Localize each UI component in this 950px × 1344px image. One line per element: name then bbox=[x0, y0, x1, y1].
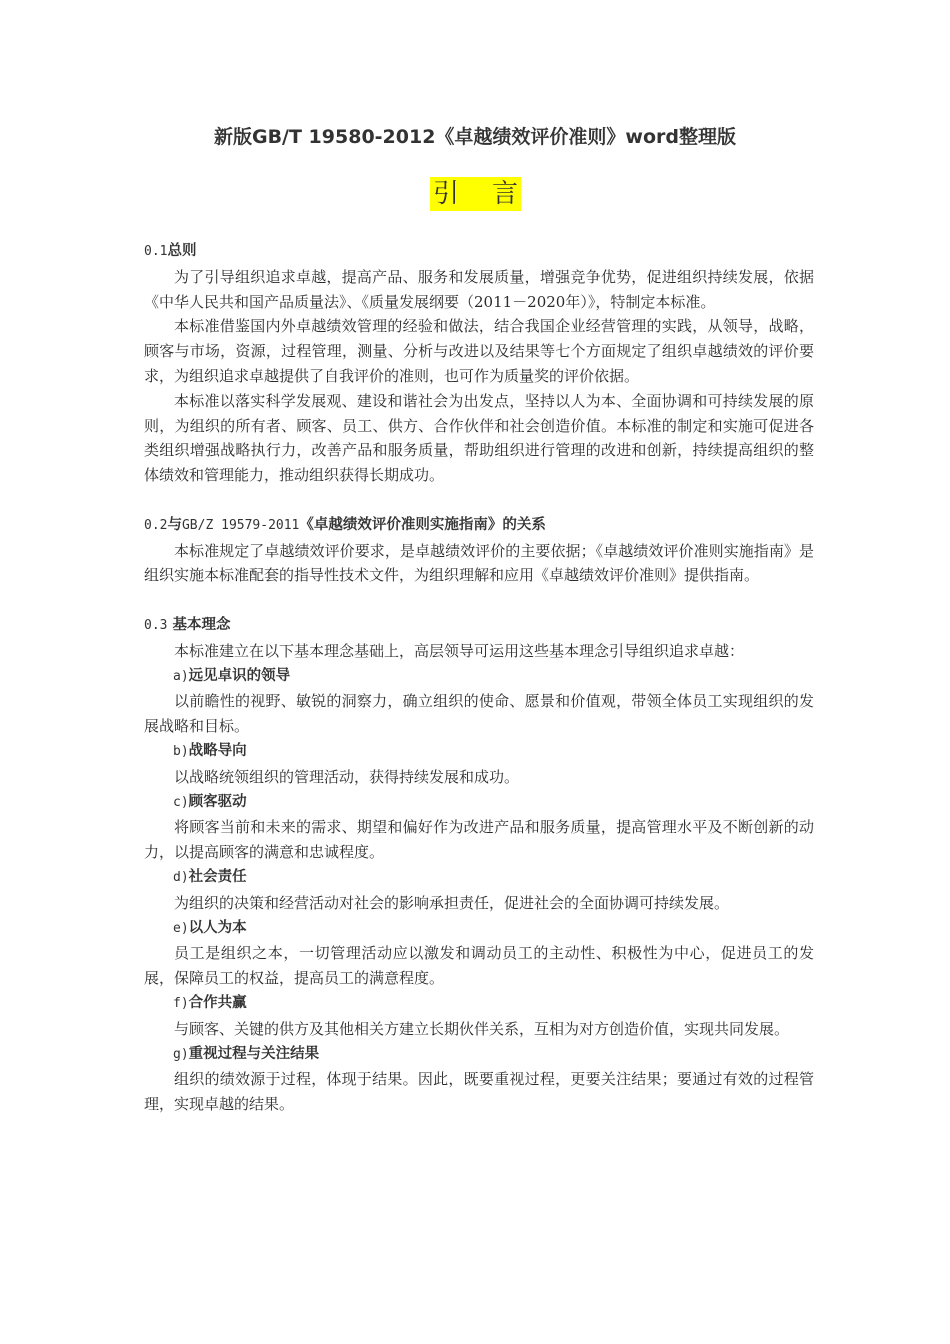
principle-text: 与顾客、关键的供方及其他相关方建立长期伙伴关系，互相为对方创造价值，实现共同发展。 bbox=[174, 1019, 790, 1038]
section-heading-0-3 bbox=[144, 613, 814, 639]
principle-text: 为组织的决策和经营活动对社会的影响承担责任，促进社会的全面协调可持续发展。 bbox=[174, 893, 730, 912]
principle-letter: f) bbox=[173, 995, 189, 1011]
paragraph: 为了引导组织追求卓越，提高产品、服务和发展质量，增强竞争优势，促进组织持续发展，依据《中华人民共和国产品质量法》、《质量发展纲要（2011－2020年）》，特制定本标准。 bbox=[144, 267, 814, 311]
section-heading-0-1 bbox=[144, 239, 814, 265]
section-title-suffix: 《卓越绩效评价准则实施指南》的关系 bbox=[299, 516, 546, 533]
paragraph: 本标准规定了卓越绩效评价要求，是卓越绩效评价的主要依据；《卓越绩效评价准则实施指南》是组织实施本标准配套的指导性技术文件，为组织理解和应用《卓越绩效评价准则》提供指南。 bbox=[144, 541, 814, 585]
spacer bbox=[144, 588, 814, 613]
principle-heading-a bbox=[144, 664, 814, 690]
section-number: 0.1 bbox=[144, 244, 168, 259]
document-title: 新版GB/T 19580-2012《卓越绩效评价准则》word整理版 bbox=[213, 126, 737, 148]
section-number: 0.2 bbox=[144, 517, 168, 533]
section-title-prefix: 与 bbox=[167, 516, 182, 533]
principle-text: 员工是组织之本，一切管理活动应以激发和调动员工的主动性、积极性为中心，促进员工的发展，保障员工的权益，提高员工的满意程度。 bbox=[144, 944, 814, 988]
section-heading-0-2 bbox=[144, 513, 814, 539]
section-title-code: GB/Z 19579-2011 bbox=[181, 517, 300, 533]
principle-heading-c bbox=[144, 790, 814, 816]
principle-title: 社会责任 bbox=[188, 868, 247, 885]
principle-title: 重视过程与关注结果 bbox=[188, 1045, 320, 1062]
principle-title: 远见卓识的领导 bbox=[188, 667, 291, 684]
principle-letter: g) bbox=[173, 1046, 189, 1062]
principle-title: 顾客驱动 bbox=[188, 793, 247, 810]
principle-letter: e) bbox=[173, 920, 189, 936]
principle-heading-e bbox=[144, 916, 814, 942]
principle-heading-f bbox=[144, 991, 814, 1017]
principle-title: 战略导向 bbox=[188, 742, 247, 759]
intro-heading-highlighted: 引 言 bbox=[430, 177, 521, 211]
principle-letter: c) bbox=[173, 794, 189, 810]
paragraph: 本标准借鉴国内外卓越绩效管理的经验和做法，结合我国企业经营管理的实践，从领导，战略，顾客与市场，资源，过程管理，测量、分析与改进以及结果等七个方面规定了组织卓越绩效的评价要求，为组织追求卓越提供了自我评价的准则，也可作为质量奖的评价依据。 bbox=[144, 317, 814, 385]
principle-title: 合作共赢 bbox=[188, 994, 247, 1011]
paragraph: 本标准以落实科学发展观、建设和谐社会为出发点，坚持以人为本、全面协调和可持续发展的原则，为组织的所有者、顾客、员工、供方、合作伙伴和社会创造价值。本标准的制定和实施可促进各类组织增强战略执行力，改善产品和服务质量，帮助组织进行管理的改进和创新，持续提高组织的整体绩效和管理能力，推动组织获得长期成功。 bbox=[144, 391, 814, 485]
principle-text: 将顾客当前和未来的需求、期望和偏好作为改进产品和服务质量，提高管理水平及不断创新的动力，以提高顾客的满意和忠诚程度。 bbox=[144, 818, 814, 862]
document-body bbox=[144, 239, 814, 1117]
principle-heading-b bbox=[144, 739, 814, 765]
principle-text: 以前瞻性的视野、敏锐的洞察力，确立组织的使命、愿景和价值观，带领全体员工实现组织的发展战略和目标。 bbox=[144, 692, 814, 736]
principle-text: 以战略统领组织的管理活动，获得持续发展和成功。 bbox=[174, 767, 520, 786]
principle-letter: a) bbox=[173, 668, 189, 684]
section-title: 总则 bbox=[167, 243, 197, 259]
principle-text: 组织的绩效源于过程，体现于结果。因此，既要重视过程，更要关注结果；要通过有效的过程管理，实现卓越的结果。 bbox=[144, 1070, 814, 1114]
principle-title: 以人为本 bbox=[188, 919, 247, 936]
spacer bbox=[144, 488, 814, 513]
principle-heading-d bbox=[144, 865, 814, 891]
section-number: 0.3 bbox=[144, 617, 168, 633]
principle-heading-g bbox=[144, 1042, 814, 1068]
principle-letter: b) bbox=[173, 743, 189, 759]
section-title: 基本理念 bbox=[172, 616, 231, 633]
paragraph: 本标准建立在以下基本理念基础上，高层领导可运用这些基本理念引导组织追求卓越： bbox=[174, 641, 745, 660]
principle-letter: d) bbox=[173, 869, 189, 885]
